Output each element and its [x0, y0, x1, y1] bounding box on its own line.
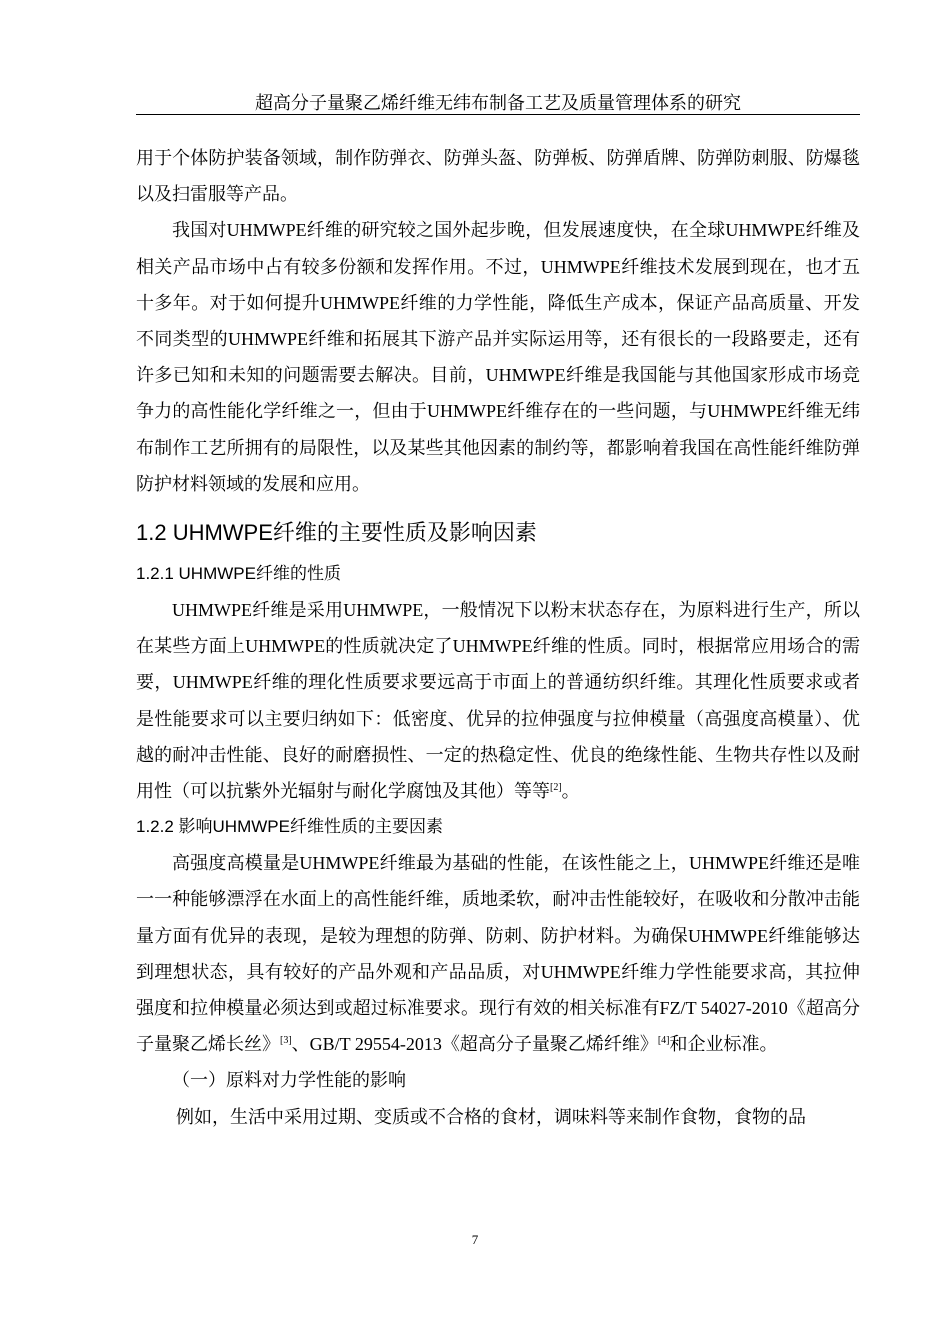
paragraph-text-end: 。	[561, 781, 580, 802]
paragraph-text: 高强度高模量是UHMWPE纤维最为基础的性能，在该性能之上，UHMWPE纤维还是唯一一种能够漂浮在水面上的高性能纤维，质地柔软，耐冲击性能较好，在吸收和分散冲击能量方面有优异的表现，是较为理想的防弹、防刺、防护材料。为确保UHMWPE纤维能够达到理想状态，具有较好的产品外观和产品品质，对UHMWPE纤维力学性能要求高，其拉伸强度和拉伸模量必须达到或超过标准要求。现行有效的相关标准有FZ/T 54027-2010《超高分子量聚乙烯长丝》	[136, 853, 860, 1055]
paragraph-text-end: 和企业标准。	[669, 1034, 778, 1055]
paragraph-continuation: 用于个体防护装备领域，制作防弹衣、防弹头盔、防弹板、防弹盾牌、防弹防刺服、防爆毯以及扫雷服等产品。	[136, 148, 860, 205]
page-number: 7	[471, 1232, 479, 1247]
citation-ref: [2]	[550, 782, 562, 794]
paragraph-main-factors	[136, 845, 860, 1062]
paragraph-text: 、GB/T 29554-2013《超高分子量聚乙烯纤维》	[291, 1034, 658, 1055]
section-heading-1-2: 1.2 UHMWPE纤维的主要性质及影响因素	[136, 520, 537, 546]
paragraph-domestic-development: 我国对UHMWPE纤维的研究较之国外起步晚，但发展速度快，在全球UHMWPE纤维及相关产品市场中占有较多份额和发挥作用。不过，UHMWPE纤维技术发展到现在，也才五十多年。对于如何提升UHMWPE纤维的力学性能，降低生产成本，保证产品高质量、开发不同类型的UHMWPE纤维和拓展其下游产品并实际运用等，还有很长的一段路要走，还有许多已知和未知的问题需要去解决。目前，UHMWPE纤维是我国能与其他国家形成市场竞争力的高性能化学纤维之一，但由于UHMWPE纤维存在的一些问题，与UHMWPE纤维无纬布制作工艺所拥有的局限性，以及某些其他因素的制约等，都影响着我国在高性能纤维防弹防护材料领域的发展和应用。	[136, 220, 860, 494]
paragraph-fiber-properties	[136, 592, 860, 809]
paragraph-text: UHMWPE纤维是采用UHMWPE，一般情况下以粉末状态存在，为原料进行生产，所以在某些方面上UHMWPE的性质就决定了UHMWPE纤维的性质。同时，根据常应用场合的需要，UHMWPE纤维的理化性质要求要远高于市面上的普通纺织纤维。其理化性质要求或者是性能要求可以主要归纳如下：低密度、优异的拉伸强度与拉伸模量（高强度高模量）、优越的耐冲击性能、良好的耐磨损性、一定的热稳定性、优良的绝缘性能、生物共存性以及耐用性（可以抗紫外光辐射与耐化学腐蚀及其他）等等	[136, 600, 860, 802]
citation-ref: [4]	[657, 1035, 670, 1047]
subsection-heading-1-2-1: 1.2.1 UHMWPE纤维的性质	[136, 564, 341, 584]
running-header: 超高分子量聚乙烯纤维无纬布制备工艺及质量管理体系的研究	[255, 93, 741, 113]
subsection-heading-1-2-2: 1.2.2 影响UHMWPE纤维性质的主要因素	[136, 817, 443, 837]
paragraph-example: 例如，生活中采用过期、变质或不合格的食材，调味料等来制作食物，食物的品	[176, 1106, 806, 1127]
citation-ref: [3]	[280, 1035, 292, 1047]
page-body	[136, 140, 860, 1135]
item-heading-raw-material: （一）原料对力学性能的影响	[172, 1070, 406, 1091]
header-rule	[136, 114, 860, 115]
